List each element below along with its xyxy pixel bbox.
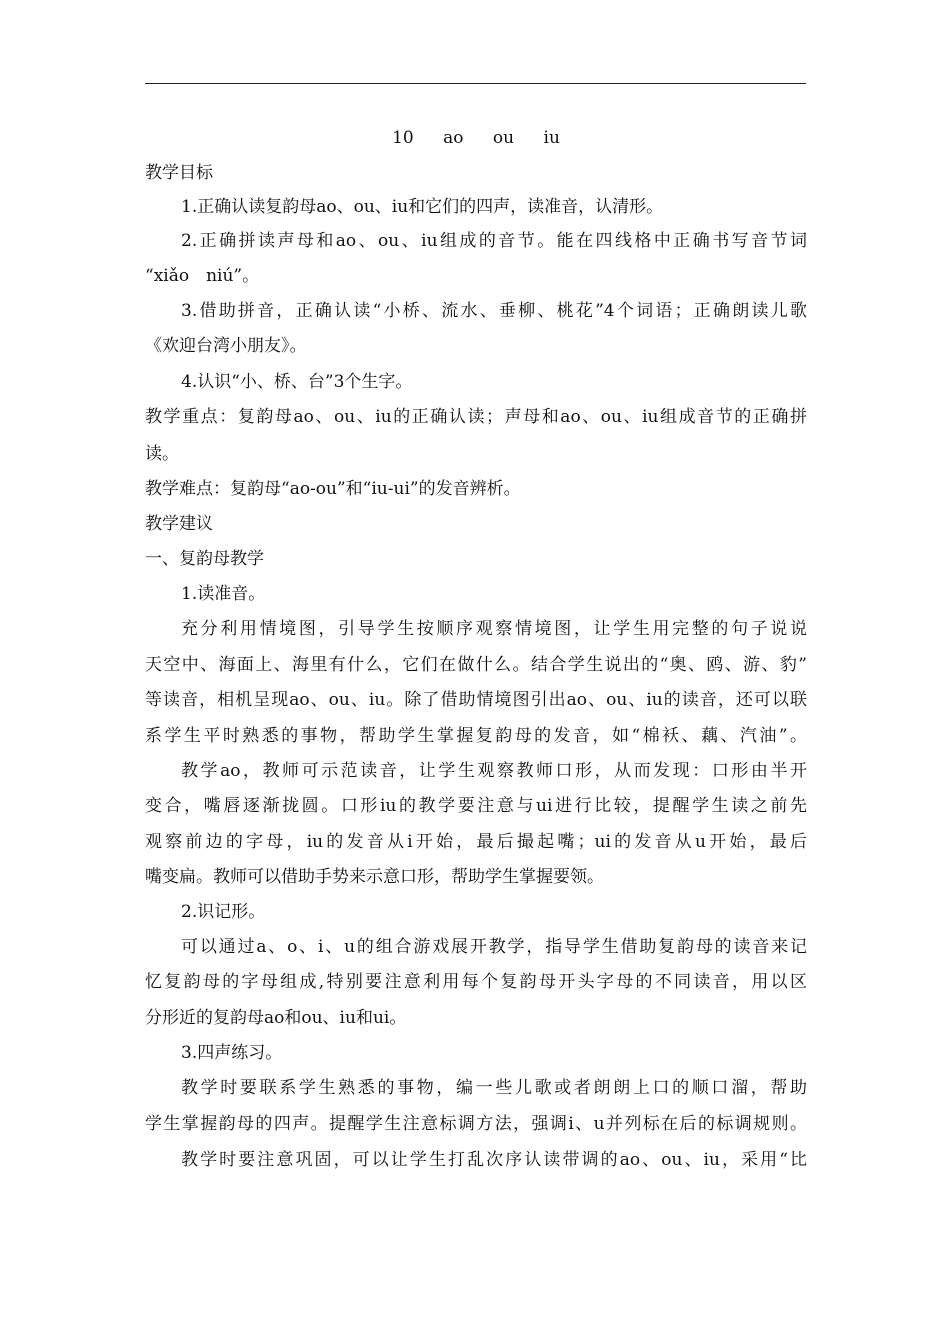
paragraph-line: 忆复韵母的字母组成,特别要注意利用每个复韵母开头字母的不同读音，用以区	[145, 972, 807, 992]
key-points: 教学重点：复韵母ao、ou、iu的正确认读；声母和ao、ou、iu组成音节的正确拼	[145, 407, 807, 427]
title-pinyin-ao: ao	[443, 128, 464, 148]
paragraph-line: 学生掌握韵母的四声。提醒学生注意标调方法，强调i、u并列标在后的标调规则。	[145, 1114, 807, 1134]
title-pinyin-ou: ou	[492, 128, 515, 148]
difficulties: 教学难点：复韵母“ao-ou”和“iu-ui”的发音辨析。	[145, 479, 521, 499]
paragraph-line: 系学生平时熟悉的事物，帮助学生掌握复韵母的发音，如“棉袄、藕、汽油”。	[145, 726, 807, 746]
paragraph-line: 嘴变扁。教师可以借助手势来示意口形，帮助学生掌握要领。	[145, 867, 604, 887]
paragraph-line: 可以通过a、o、i、u的组合游戏展开教学，指导学生借助复韵母的读音来记	[181, 937, 807, 957]
step-1-heading: 1.读准音。	[181, 584, 266, 604]
paragraph-line: 充分利用情境图，引导学生按顺序观察情境图，让学生用完整的句子说说	[181, 619, 807, 639]
paragraph-line: 变合，嘴唇逐渐拢圆。口形iu的教学要注意与ui进行比较，提醒学生读之前先	[145, 796, 807, 816]
paragraph-line: 教学ao，教师可示范读音，让学生观察教师口形，从而发现：口形由半开	[181, 761, 807, 781]
paragraph-line: 教学时要联系学生熟悉的事物，编一些儿歌或者朗朗上口的顺口溜，帮助	[181, 1078, 807, 1098]
step-3-heading: 3.四声练习。	[181, 1043, 283, 1063]
step-2-heading: 2.识记形。	[181, 902, 266, 922]
section-heading-suggestions: 教学建议	[145, 514, 213, 534]
key-points-cont: 读。	[145, 444, 179, 464]
paragraph-line: 分形近的复韵母ao和ou、iu和ui。	[145, 1008, 407, 1028]
title-pinyin-iu: iu	[543, 128, 560, 148]
paragraph-line: 等读音，相机呈现ao、ou、iu。除了借助情境图引出ao、ou、iu的读音，还可以联	[145, 690, 807, 710]
objective-1: 1.正确认读复韵母ao、ou、iu和它们的四声，读准音，认清形。	[181, 197, 664, 217]
objective-2-cont: “xiǎo niú”。	[145, 266, 260, 286]
objective-3: 3.借助拼音，正确认读“小桥、流水、垂柳、桃花”4个词语；正确朗读儿歌	[181, 301, 807, 321]
lesson-title	[145, 128, 807, 148]
lesson-number: 10	[392, 128, 414, 148]
paragraph-line: 教学时要注意巩固，可以让学生打乱次序认读带调的ao、ou、iu，采用“比	[181, 1150, 807, 1170]
header-rule	[145, 83, 806, 84]
paragraph-line: 天空中、海面上、海里有什么，它们在做什么。结合学生说出的“奥、鸥、游、豹”	[145, 655, 807, 675]
objective-4: 4.认识“小、桥、台”3个生字。	[181, 372, 413, 392]
section-heading-objectives: 教学目标	[145, 163, 213, 183]
objective-2: 2.正确拼读声母和ao、ou、iu组成的音节。能在四线格中正确书写音节词	[181, 231, 807, 251]
objective-3-cont: 《欢迎台湾小朋友》。	[145, 336, 307, 356]
paragraph-line: 观察前边的字母，iu的发音从i开始，最后撮起嘴；ui的发音从u开始，最后	[145, 832, 807, 852]
subsection-heading-1: 一、复韵母教学	[145, 549, 264, 569]
